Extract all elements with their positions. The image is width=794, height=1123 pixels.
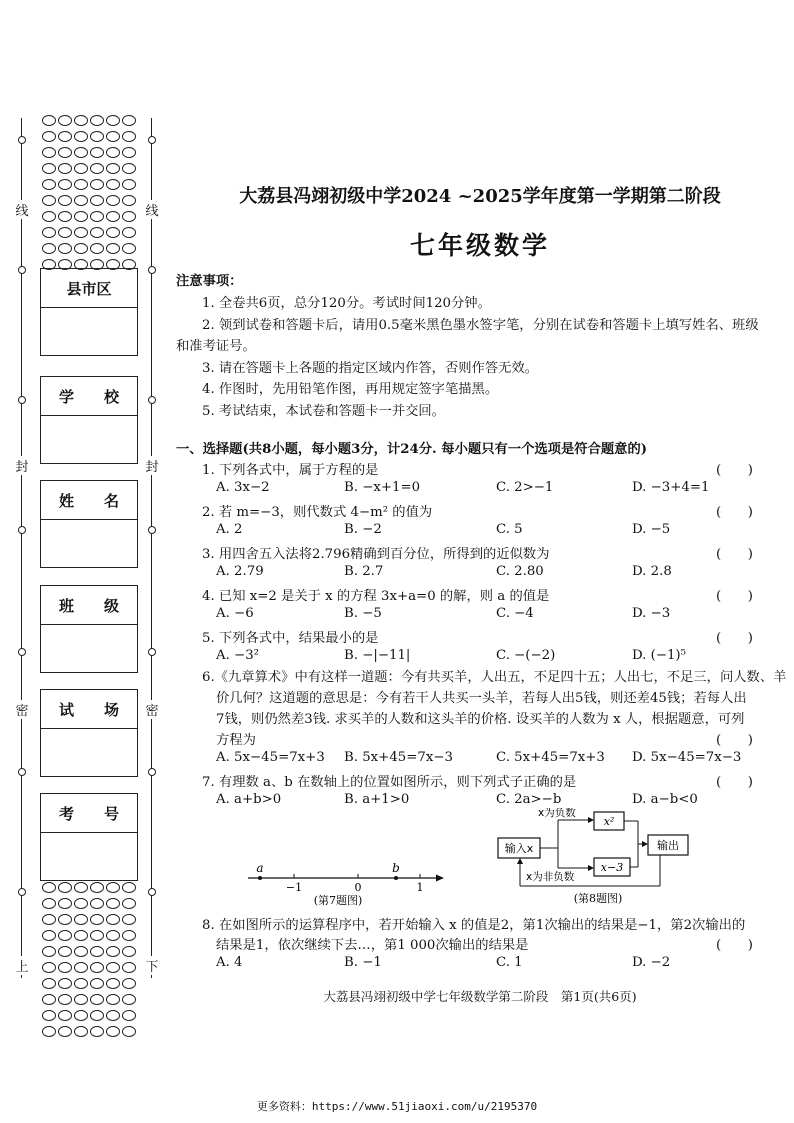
cut-label: 封	[144, 456, 160, 475]
decorative-dot	[58, 1026, 72, 1037]
decorative-dot	[106, 211, 120, 222]
option-d: D. (−1)⁵	[632, 648, 686, 663]
decorative-dot	[58, 147, 72, 158]
question-6-line: 7钱，则仍然差3钱. 求买羊的人数和这头羊的价格. 设买羊的人数为 x 人，根据题意，可列	[216, 712, 745, 727]
cut-label: 密	[14, 700, 30, 719]
tick-label: 0	[354, 881, 362, 894]
decorative-dot	[74, 930, 88, 941]
decorative-dot	[106, 163, 120, 174]
option-a: A. 2	[216, 522, 243, 537]
decorative-dot	[106, 994, 120, 1005]
note-item: 1. 全卷共6页，总分120分。考试时间120分钟。	[202, 296, 491, 311]
decorative-dot	[42, 227, 56, 238]
option-b: B. −1	[344, 955, 382, 970]
answer-paren: ( )	[716, 547, 753, 562]
decorative-dot	[122, 179, 136, 190]
decorative-dot	[42, 131, 56, 142]
decorative-dot	[122, 946, 136, 957]
nonnegative-branch-label: x为非负数	[526, 871, 575, 883]
tick-label: 1	[416, 881, 424, 894]
decorative-dot	[106, 227, 120, 238]
input-label: 输入x	[504, 842, 534, 855]
field-label: 姓 名	[41, 481, 137, 520]
decorative-dot	[122, 1026, 136, 1037]
decorative-dot	[74, 131, 88, 142]
decorative-dot	[106, 147, 120, 158]
figure-7-number-line	[240, 858, 450, 910]
question-5-stem: 5. 下列各式中，结果最小的是	[202, 631, 379, 646]
subject-title: 七年级数学	[409, 231, 550, 260]
decorative-dot	[106, 1010, 120, 1021]
option-c: C. 2a>−b	[496, 792, 562, 807]
decorative-dot	[74, 962, 88, 973]
figure-8-flowchart	[496, 808, 700, 908]
decorative-dot	[58, 163, 72, 174]
decorative-dot	[122, 930, 136, 941]
notes-heading: 注意事项：	[176, 274, 243, 289]
option-b: B. −2	[344, 522, 382, 537]
decorative-dot	[42, 914, 56, 925]
option-b: B. a+1>0	[344, 792, 410, 807]
dot-pattern-bottom	[42, 882, 138, 1037]
decorative-dot	[122, 1010, 136, 1021]
output-label: 输出	[657, 839, 679, 852]
page-footer: 大荔县冯翊初级中学七年级数学第二阶段 第1页(共6页)	[323, 989, 637, 1004]
decorative-dot	[42, 115, 56, 126]
section-heading: 一、选择题(共8小题，每小题3分，计24分. 每小题只有一个选项是符合题意的)	[176, 442, 648, 457]
note-item: 和准考证号。	[176, 339, 256, 354]
option-a: A. 3x−2	[216, 480, 270, 495]
decorative-dot	[42, 1010, 56, 1021]
note-item: 4. 作图时，先用铅笔作图，再用规定签字笔描黑。	[202, 382, 499, 397]
decorative-dot	[42, 978, 56, 989]
decorative-dot	[90, 115, 104, 126]
option-a: A. −6	[216, 606, 254, 621]
decorative-dot	[106, 914, 120, 925]
decorative-dot	[106, 978, 120, 989]
decorative-dot	[90, 227, 104, 238]
decorative-dot	[90, 882, 104, 893]
decorative-dot	[58, 179, 72, 190]
decorative-dot	[42, 930, 56, 941]
decorative-dot	[90, 994, 104, 1005]
option-b: B. −|−11|	[344, 648, 411, 663]
decorative-dot	[74, 898, 88, 909]
decorative-dot	[58, 978, 72, 989]
option-a: A. a+b>0	[216, 792, 282, 807]
field-label: 学 校	[41, 377, 137, 416]
decorative-dot	[74, 914, 88, 925]
question-3-stem: 3. 用四舍五入法将2.796精确到百分位，所得到的近似数为	[202, 547, 550, 562]
field-exam-number[interactable]	[40, 793, 138, 881]
decorative-dot	[58, 1010, 72, 1021]
option-a: A. −3²	[216, 648, 259, 663]
decorative-dot	[106, 1026, 120, 1037]
answer-paren: ( )	[716, 589, 753, 604]
option-d: D. −3+4=1	[632, 480, 710, 495]
decorative-dot	[90, 179, 104, 190]
decorative-dot	[74, 227, 88, 238]
decorative-dot	[58, 243, 72, 254]
point-b-label: b	[392, 861, 400, 875]
decorative-dot	[90, 930, 104, 941]
dot-pattern-top	[42, 115, 138, 270]
decorative-dot	[106, 179, 120, 190]
decorative-dot	[74, 243, 88, 254]
question-8-line: 8. 在如图所示的运算程序中，若开始输入 x 的值是2，第1次输出的结果是−1，第2次输出的	[202, 918, 746, 933]
decorative-dot	[58, 898, 72, 909]
option-b: B. 2.7	[344, 564, 384, 579]
question-4-stem: 4. 已知 x=2 是关于 x 的方程 3x+a=0 的解，则 a 的值是	[202, 589, 550, 604]
cut-label: 下	[144, 956, 160, 975]
cut-label: 线	[144, 200, 160, 219]
option-a: A. 5x−45=7x+3	[216, 750, 325, 765]
decorative-dot	[90, 211, 104, 222]
decorative-dot	[58, 946, 72, 957]
option-b: B. −5	[344, 606, 382, 621]
decorative-dot	[74, 1010, 88, 1021]
field-label: 试 场	[41, 690, 137, 729]
answer-paren: ( )	[716, 505, 753, 520]
answer-paren: ( )	[716, 631, 753, 646]
answer-paren: ( )	[716, 733, 753, 748]
decorative-dot	[42, 195, 56, 206]
question-8-line: 结果是1，依次继续下去…，第1 000次输出的结果是	[216, 938, 529, 953]
decorative-dot	[58, 115, 72, 126]
tick-label: −1	[285, 881, 303, 894]
decorative-dot	[90, 131, 104, 142]
decorative-dot	[74, 179, 88, 190]
decorative-dot	[90, 147, 104, 158]
cut-label: 密	[144, 700, 160, 719]
subtract-op: x−3	[600, 861, 624, 874]
decorative-dot	[74, 1026, 88, 1037]
decorative-dot	[90, 962, 104, 973]
decorative-dot	[74, 195, 88, 206]
option-d: D. −5	[632, 522, 671, 537]
decorative-dot	[122, 914, 136, 925]
decorative-dot	[42, 147, 56, 158]
decorative-dot	[58, 930, 72, 941]
option-c: C. 5x+45=7x+3	[496, 750, 605, 765]
field-name[interactable]	[40, 480, 138, 568]
option-c: C. 2.80	[496, 564, 544, 579]
decorative-dot	[90, 163, 104, 174]
question-1-stem: 1. 下列各式中，属于方程的是	[202, 463, 379, 478]
option-d: D. a−b<0	[632, 792, 698, 807]
decorative-dot	[74, 978, 88, 989]
figure-7-caption: (第7题图)	[313, 894, 363, 907]
decorative-dot	[122, 195, 136, 206]
field-exam-room[interactable]	[40, 689, 138, 777]
option-c: C. −(−2)	[496, 648, 556, 663]
decorative-dot	[58, 211, 72, 222]
point-a-label: a	[256, 861, 264, 875]
decorative-dot	[106, 898, 120, 909]
decorative-dot	[58, 914, 72, 925]
field-school[interactable]	[40, 376, 138, 464]
option-a: A. 2.79	[216, 564, 264, 579]
question-7-stem: 7. 有理数 a、b 在数轴上的位置如图所示，则下列式子正确的是	[202, 775, 577, 790]
decorative-dot	[74, 163, 88, 174]
decorative-dot	[106, 131, 120, 142]
decorative-dot	[90, 1010, 104, 1021]
field-label: 考 号	[41, 794, 137, 833]
decorative-dot	[90, 1026, 104, 1037]
note-item: 2. 领到试卷和答题卡后，请用0.5毫米黑色墨水签字笔，分别在试卷和答题卡上填写姓名、班级	[202, 318, 759, 333]
decorative-dot	[42, 179, 56, 190]
figure-8-caption: (第8题图)	[573, 892, 623, 905]
option-c: C. 2>−1	[496, 480, 554, 495]
decorative-dot	[42, 1026, 56, 1037]
decorative-dot	[58, 994, 72, 1005]
decorative-dot	[74, 147, 88, 158]
field-label: 县市区	[41, 269, 137, 308]
option-c: C. −4	[496, 606, 534, 621]
decorative-dot	[122, 163, 136, 174]
cut-label: 上	[14, 956, 30, 975]
decorative-dot	[42, 882, 56, 893]
decorative-dot	[42, 962, 56, 973]
negative-branch-label: x为负数	[538, 808, 576, 819]
decorative-dot	[58, 195, 72, 206]
decorative-dot	[58, 227, 72, 238]
option-d: D. 5x−45=7x−3	[632, 750, 742, 765]
decorative-dot	[90, 946, 104, 957]
decorative-dot	[122, 978, 136, 989]
answer-paren: ( )	[716, 463, 753, 478]
decorative-dot	[74, 115, 88, 126]
answer-paren: ( )	[716, 775, 753, 790]
note-item: 3. 请在答题卡上各题的指定区域内作答，否则作答无效。	[202, 361, 539, 376]
decorative-dot	[122, 882, 136, 893]
decorative-dot	[122, 962, 136, 973]
decorative-dot	[106, 882, 120, 893]
field-label: 班 级	[41, 586, 137, 625]
decorative-dot	[74, 946, 88, 957]
decorative-dot	[90, 195, 104, 206]
cut-label: 线	[14, 200, 30, 219]
binding-sidebar	[0, 0, 170, 1123]
option-c: C. 1	[496, 955, 523, 970]
decorative-dot	[106, 962, 120, 973]
decorative-dot	[58, 882, 72, 893]
decorative-dot	[58, 962, 72, 973]
decorative-dot	[42, 163, 56, 174]
decorative-dot	[42, 946, 56, 957]
answer-paren: ( )	[716, 938, 753, 953]
decorative-dot	[106, 195, 120, 206]
field-class[interactable]	[40, 585, 138, 673]
decorative-dot	[90, 914, 104, 925]
decorative-dot	[106, 115, 120, 126]
option-a: A. 4	[216, 955, 243, 970]
decorative-dot	[42, 994, 56, 1005]
decorative-dot	[122, 898, 136, 909]
option-d: D. −2	[632, 955, 671, 970]
decorative-dot	[42, 211, 56, 222]
option-d: D. −3	[632, 606, 671, 621]
decorative-dot	[122, 994, 136, 1005]
option-b: B. 5x+45=7x−3	[344, 750, 453, 765]
option-c: C. 5	[496, 522, 523, 537]
decorative-dot	[122, 227, 136, 238]
resource-link[interactable]: 更多资料：https://www.51jiaoxi.com/u/2195370	[256, 1100, 538, 1113]
field-county[interactable]	[40, 268, 138, 356]
decorative-dot	[42, 898, 56, 909]
decorative-dot	[106, 930, 120, 941]
decorative-dot	[74, 882, 88, 893]
decorative-dot	[106, 946, 120, 957]
cut-label: 封	[14, 456, 30, 475]
decorative-dot	[122, 147, 136, 158]
square-op: x²	[603, 815, 615, 828]
decorative-dot	[122, 243, 136, 254]
decorative-dot	[122, 131, 136, 142]
decorative-dot	[74, 211, 88, 222]
exam-title: 大荔县冯翊初级中学2024 ~2025学年度第一学期第二阶段	[239, 186, 721, 207]
decorative-dot	[74, 994, 88, 1005]
decorative-dot	[90, 243, 104, 254]
note-item: 5. 考试结束，本试卷和答题卡一并交回。	[202, 404, 445, 419]
option-d: D. 2.8	[632, 564, 672, 579]
decorative-dot	[58, 131, 72, 142]
question-6-line: 方程为	[216, 733, 256, 748]
question-6-line: 6.《九章算术》中有这样一道题：今有共买羊，人出五，不足四十五；人出七，不足三，问人数、羊	[202, 670, 787, 685]
decorative-dot	[42, 243, 56, 254]
decorative-dot	[106, 243, 120, 254]
decorative-dot	[90, 898, 104, 909]
decorative-dot	[122, 211, 136, 222]
question-6-line: 价几何？这道题的意思是：今有若干人共买一头羊，若每人出5钱，则还差45钱；若每人出	[216, 691, 747, 706]
decorative-dot	[122, 115, 136, 126]
decorative-dot	[90, 978, 104, 989]
option-b: B. −x+1=0	[344, 480, 421, 495]
question-2-stem: 2. 若 m=−3，则代数式 4−m² 的值为	[202, 505, 433, 520]
